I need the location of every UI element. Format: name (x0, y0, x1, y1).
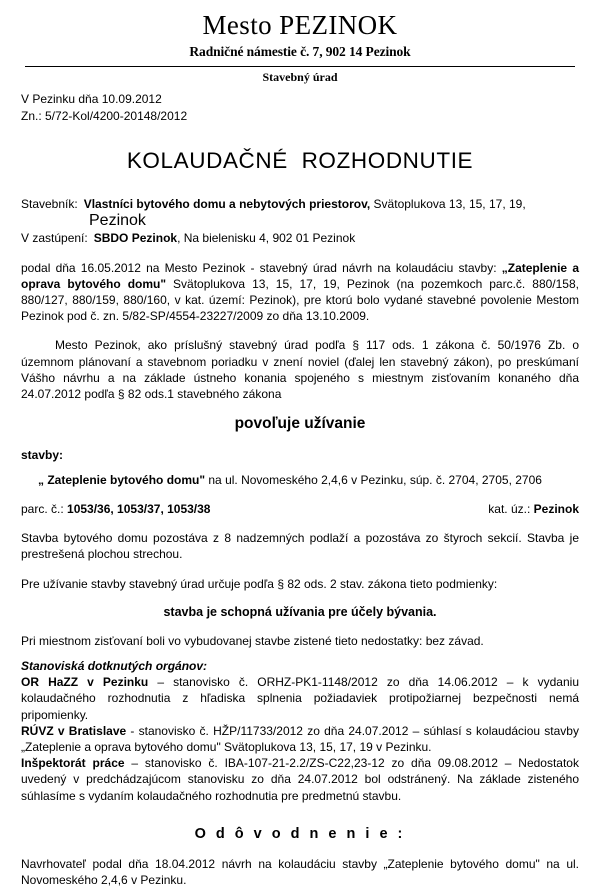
cadastre-value: Pezinok (533, 502, 579, 517)
builder-name: Vlastníci bytového domu a nebytových priestorov, (83, 197, 371, 212)
builder-value (84, 196, 579, 212)
cadastre-group (488, 501, 579, 517)
letterhead (21, 0, 579, 84)
opinion-authority: Inšpektorát práce (21, 756, 125, 771)
application-paragraph (21, 260, 579, 325)
opinions-heading: Stanoviská dotknutých orgánov: (21, 659, 208, 674)
parcel-label: parc. č.: (21, 502, 68, 517)
application-structure-name: „Zateplenie a oprava bytového domu" (21, 260, 579, 291)
inspection-result: Pri miestnom zisťovaní boli vo vybudovanej stavbe zistené tieto nedostatky: bez závad. (21, 633, 484, 648)
opinion-item (21, 674, 579, 723)
parcel-cadastre-row (21, 501, 579, 517)
builder-row (21, 196, 579, 212)
opinion-item (21, 723, 579, 755)
opinion-authority: RÚVZ v Bratislave (21, 723, 127, 738)
reference-number: Zn.: 5/72-Kol/4200-20148/2012 (21, 109, 188, 124)
opinion-text: - stanovisko č. HŽP/11733/2012 zo dňa 24.07.2012 – súhlasí s kolaudáciou stavby „Zateplenie a oprava bytového domu" Svätoplukova 13, 15, 17, 19 v Pezinku. (21, 723, 579, 754)
parties-block (21, 196, 579, 246)
opinion-authority: OR HaZZ v Pezinku (21, 675, 149, 690)
representative-label: V zastúpení: (21, 231, 88, 246)
reasoning-heading: O d ô v o d n e n i e : (194, 825, 406, 842)
application-part-1: podal dňa 16.05.2012 na Mesto Pezinok - stavebný úrad návrh na kolaudáciu stavby: (21, 260, 502, 275)
builder-line-2: Pezinok (89, 212, 146, 230)
opinion-item (21, 755, 579, 804)
conditions-intro: Pre užívanie stavby stavebný úrad určuje podľa § 82 ods. 2 stav. zákona tieto podmienky: (21, 576, 498, 591)
representative-row (21, 230, 579, 246)
representative-address: , Na bielenisku 4, 902 01 Pezinok (177, 231, 356, 246)
parcel-value: 1053/36, 1053/37, 1053/38 (67, 502, 211, 517)
builder-label: Stavebník: (21, 197, 78, 212)
structures-label: stavby: (21, 447, 64, 462)
building-description: Stavba bytového domu pozostáva z 8 nadzemných podlaží a pozostáva zo štyroch sekcií. Stavba je prestrešená plochou strechou. (21, 531, 579, 562)
reasoning-paragraph: Navrhovateľ podal dňa 18.04.2012 návrh na kolaudáciu stavby „Zateplenie bytového domu" na ul. Novomeského 2,4,6 v Pezinku. (21, 857, 579, 888)
builder-address: Svätoplukova 13, 15, 17, 19, (370, 197, 526, 212)
structure-name: „ Zateplenie bytového domu" (38, 472, 206, 487)
legal-basis-paragraph: Mesto Pezinok, ako príslušný stavebný úrad podľa § 117 ods. 1 zákona č. 50/1976 Zb. o územnom plánovaní a stavebnom poriadku v znení noviel (ďalej len stavebný zákon), po preskúmaní Vášho návrhu a na základe ústneho konania spojeného s miestnym zisťovaním konaného dňa 24.07.2012 podľa § 82 ods.1 stavebného zákona (21, 338, 579, 401)
application-part-2: Svätoplukova 13, 15, 17, 19, Pezinok (na pozemkoch parc.č. 880/158, 880/127, 880/159, 880/160, v kat. území: Pezinok), pre ktorú bolo vydané stavebné povolenie Mestom Pezinok pod č. zn. 5/82-SP/4554-23227/2009 zo dňa 13.10.2009. (21, 276, 579, 324)
cadastre-label: kat. úz.: (488, 502, 534, 517)
structure-location: na ul. Novomeského 2,4,6 v Pezinku, súp. č. 2704, 2705, 2706 (205, 472, 542, 487)
representative-name: SBDO Pezinok (93, 231, 178, 246)
municipality-title: Mesto PEZINOK (202, 10, 398, 40)
representative-value (94, 230, 579, 246)
condition-statement: stavba je schopná užívania pre účely bývania. (163, 604, 437, 619)
document-title: KOLAUDAČNÉ ROZHODNUTIE (126, 148, 474, 174)
parcel-group (21, 501, 210, 517)
municipality-address: Radničné námestie č. 7, 902 14 Pezinok (189, 44, 411, 60)
office-name: Stavebný úrad (262, 70, 338, 85)
decision-heading: povoľuje užívanie (234, 415, 366, 433)
opinion-text: – stanovisko č. ORHZ-PK1-1148/2012 zo dňa 14.06.2012 – k vydaniu kolaudačného rozhodnutia z hľadiska splnenia požiadaviek protipožiarnej bezpečnosti nemá pripomienky. (21, 675, 579, 722)
place-and-date: V Pezinku dňa 10.09.2012 (21, 92, 162, 107)
document-meta (21, 91, 579, 125)
structure-row (21, 472, 579, 488)
opinion-text: – stanovisko č. IBA-107-21-2.2/ZS-C22,23-12 zo dňa 09.08.2012 – Nedostatok uvedený v predchádzajúcom stanovisku zo dňa 24.07.2012 bol odstránený. Na základe zisteného súhlasíme s vydaním kolaudačného rozhodnutia pre predmetnú stavbu. (21, 756, 579, 803)
